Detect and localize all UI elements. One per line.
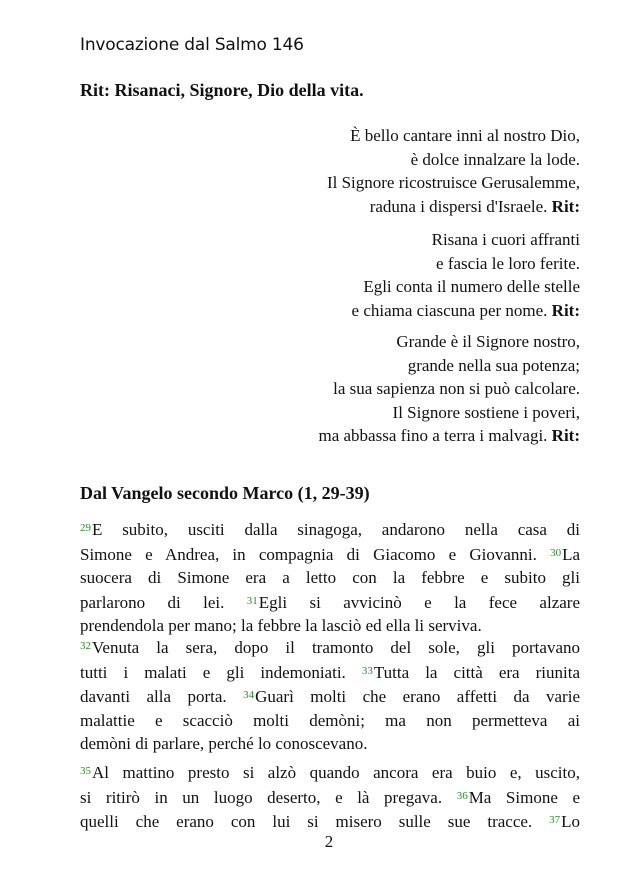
verse-text: Egli si avvicinò e la fece alzare [258,592,580,612]
psalm-stanza-3 [318,330,580,448]
verse-text: Tutta la città era riunita [373,662,581,682]
stanza-line: È bello cantare inni al nostro Dio, [350,126,580,145]
stanza-line: grande nella sua potenza; [407,355,580,375]
verse-text: E subito, usciti dalla sinagoga, andarono nella casa di [92,520,580,539]
paragraph-line: malattie e scacciò molti demòni; ma non permetteva ai [80,710,580,730]
stanza-line: Il Signore sostiene i poveri, [392,402,580,422]
verse-text: Venuta la sera, dopo il tramonto del sole, gli portavano [92,638,580,657]
paragraph-line [80,635,580,660]
verse-number: 30 [550,546,562,559]
stanza-line-text: raduna i dispersi d'Israele. [369,196,548,216]
gospel-paragraph-2 [80,635,580,756]
paragraph-line [80,660,580,685]
paragraph-line [80,590,580,615]
verse-number: 33 [361,664,373,677]
verse-number: 31 [246,594,258,607]
stanza-line: Il Signore ricostruisce Gerusalemme, [326,173,580,192]
psalm-heading: Invocazione dal Salmo 146 [80,35,304,55]
stanza-line-text: ma abbassa fino a terra i malvagi. [318,426,548,445]
stanza-line: la sua sapienza non si può calcolare. [333,379,580,398]
paragraph-line [80,517,580,542]
stanza-line: è dolce innalzare la lode. [410,149,580,169]
paragraph-line [80,785,580,810]
paragraph-line [80,809,580,834]
verse-text: Simone e Andrea, in compagnia di Giacomo e Giovanni. [80,544,537,564]
verse-number: 29 [80,522,91,534]
paragraph-line [80,760,580,785]
gospel-paragraph-3 [80,760,580,834]
gospel-heading: Dal Vangelo secondo Marco (1, 29-39) [80,483,370,503]
psalm-stanza-1 [327,124,580,218]
verse-text: si ritirò in un luogo deserto, e là pregava. [80,787,443,807]
paragraph-line: prendendola per mano; la febbre la lasciò ed ella li serviva. [80,616,482,635]
verse-text: Lo [561,812,580,831]
verse-number: 36 [456,789,468,802]
stanza-line [352,299,580,323]
stanza-line: Risana i cuori affranti [431,230,580,249]
verse-text: Ma Simone e [468,787,580,807]
verse-text: Guarì molti che erano affetti da varie [255,687,580,706]
stanza-line [327,195,580,219]
verse-text: parlarono di lei. [80,592,225,612]
stanza-line-text: e chiama ciascuna per nome. [351,300,548,320]
verse-text: La [562,544,580,564]
paragraph-line: demòni di parlare, perché lo conoscevano. [80,734,368,753]
verse-number: 34 [243,689,255,701]
paragraph-line: suocera di Simone era a letto con la febbre e subito gli [80,568,580,587]
stanza-line [318,424,580,448]
psalm-stanza-2 [352,228,580,322]
verse-text: davanti alla porta. [80,687,227,706]
verse-text: Al mattino presto si alzò quando ancora era buio e, uscito, [92,763,580,782]
stanza-line: Egli conta il numero delle stelle [363,277,580,296]
stanza-rit: Rit: [551,196,580,216]
verse-number: 37 [549,814,561,826]
verse-number: 35 [80,765,91,777]
verse-number: 32 [80,640,91,652]
paragraph-line [80,542,580,567]
stanza-line: e fascia le loro ferite. [436,253,580,273]
psalm-refrain: Rit: Risanaci, Signore, Dio della vita. [80,80,364,100]
paragraph-line [80,684,580,709]
stanza-rit: Rit: [551,300,580,320]
stanza-line: Grande è il Signore nostro, [396,332,580,351]
verse-text: tutti i malati e gli indemoniati. [80,662,346,682]
gospel-paragraph-1 [80,517,580,638]
stanza-rit: Rit: [551,426,580,445]
verse-text: quelli che erano con lui si misero sulle sue tracce. [80,812,533,831]
page-number: 2 [324,832,334,851]
